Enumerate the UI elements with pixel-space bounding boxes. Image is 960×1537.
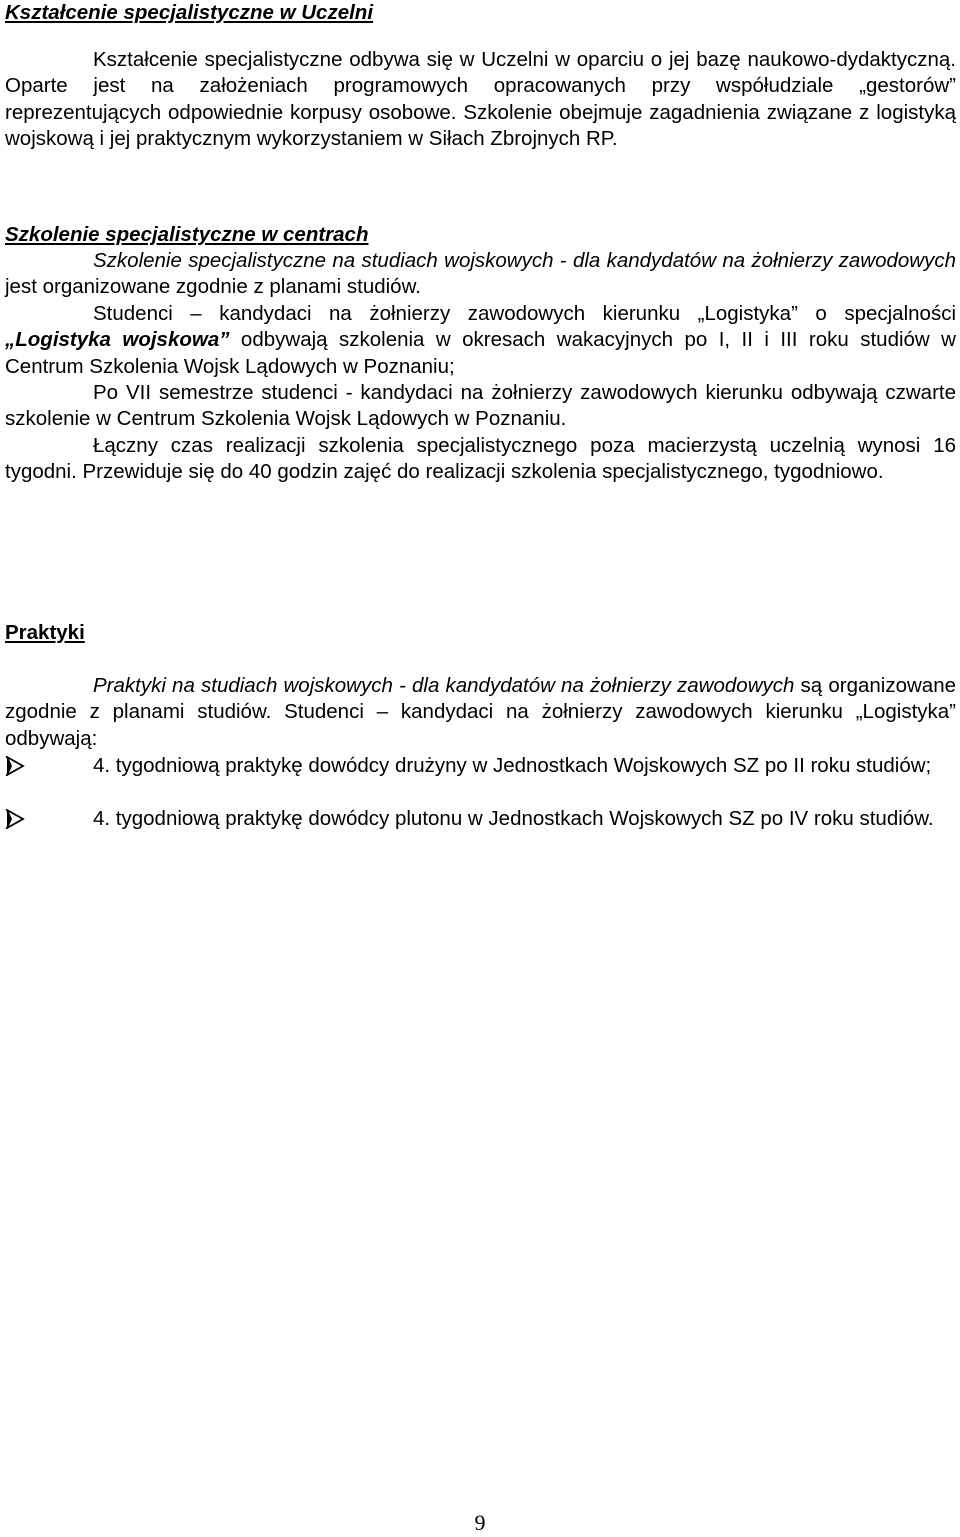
- list-item: [5, 806, 956, 832]
- section-ksztalcenie: [5, 0, 956, 153]
- paragraph: [5, 301, 956, 380]
- text: Studenci – kandydaci na żołnierzy zawodowych kierunku „Logistyka” o specjalności: [93, 301, 956, 325]
- text: są organizowane zgodnie z planami studiów. Studenci – kandydaci na żołnierzy zawodowych kierunku „Logistyka” odbywają:: [5, 674, 956, 750]
- document-page: [5, 0, 956, 1537]
- text: odbywają szkolenia w okresach wakacyjnych po I, II i III roku studiów w Centrum Szkolenia Wojsk Lądowych w Poznaniu;: [5, 328, 956, 378]
- italic-text: Szkolenie specjalistyczne na studiach wojskowych - dla kandydatów na żołnierzy zawodowych: [93, 249, 956, 272]
- arrowhead-bullet-icon: [5, 809, 25, 829]
- list-item-text: 4. tygodniową praktykę dowódcy plutonu w Jednostkach Wojskowych SZ po IV roku studiów.: [93, 807, 934, 830]
- section-heading: Szkolenie specjalistyczne w centrach: [5, 223, 369, 246]
- paragraph: Łączny czas realizacji szkolenia specjalistycznego poza macierzystą uczelnią wynosi 16 tygodni. Przewiduje się do 40 godzin zajęć do realizacji szkolenia specjalistycznego, tygodniowo.: [5, 433, 956, 484]
- arrowhead-bullet-icon: [5, 756, 25, 776]
- list-item: [5, 753, 956, 779]
- paragraph: Po VII semestrze studenci - kandydaci na żołnierzy zawodowych kierunku odbywają czwarte szkolenie w Centrum Szkolenia Wojsk Lądowych w Poznaniu.: [5, 381, 956, 431]
- page-number: 9: [474, 1510, 486, 1535]
- section-heading: Kształcenie specjalistyczne w Uczelni: [5, 1, 374, 24]
- paragraph: Kształcenie specjalistyczne odbywa się w Uczelni w oparciu o jej bazę naukowo-dydaktyczną. Oparte jest na założeniach programowych opracowanych przy współudziale „gestorów” reprezentujących odpowiednie korpusy osobowe. Szkolenie obejmuje zagadnienia związane z logistyką wojskową i jej praktycznym wykorzystaniem w Siłach Zbrojnych RP.: [5, 48, 956, 151]
- bold-italic-text: „Logistyka wojskowa”: [5, 328, 230, 352]
- list-item-text: 4. tygodniową praktykę dowódcy drużyny w Jednostkach Wojskowych SZ po II roku studiów;: [93, 754, 932, 777]
- paragraph: [5, 248, 956, 301]
- section-praktyki: [5, 620, 956, 752]
- text: jest organizowane zgodnie z planami studiów.: [5, 275, 421, 299]
- paragraph: [5, 673, 956, 752]
- section-szkolenie-w-centrach: [5, 222, 956, 486]
- italic-text: Praktyki na studiach wojskowych - dla kandydatów na żołnierzy zawodowych: [93, 674, 795, 697]
- section-heading: Praktyki: [5, 621, 85, 644]
